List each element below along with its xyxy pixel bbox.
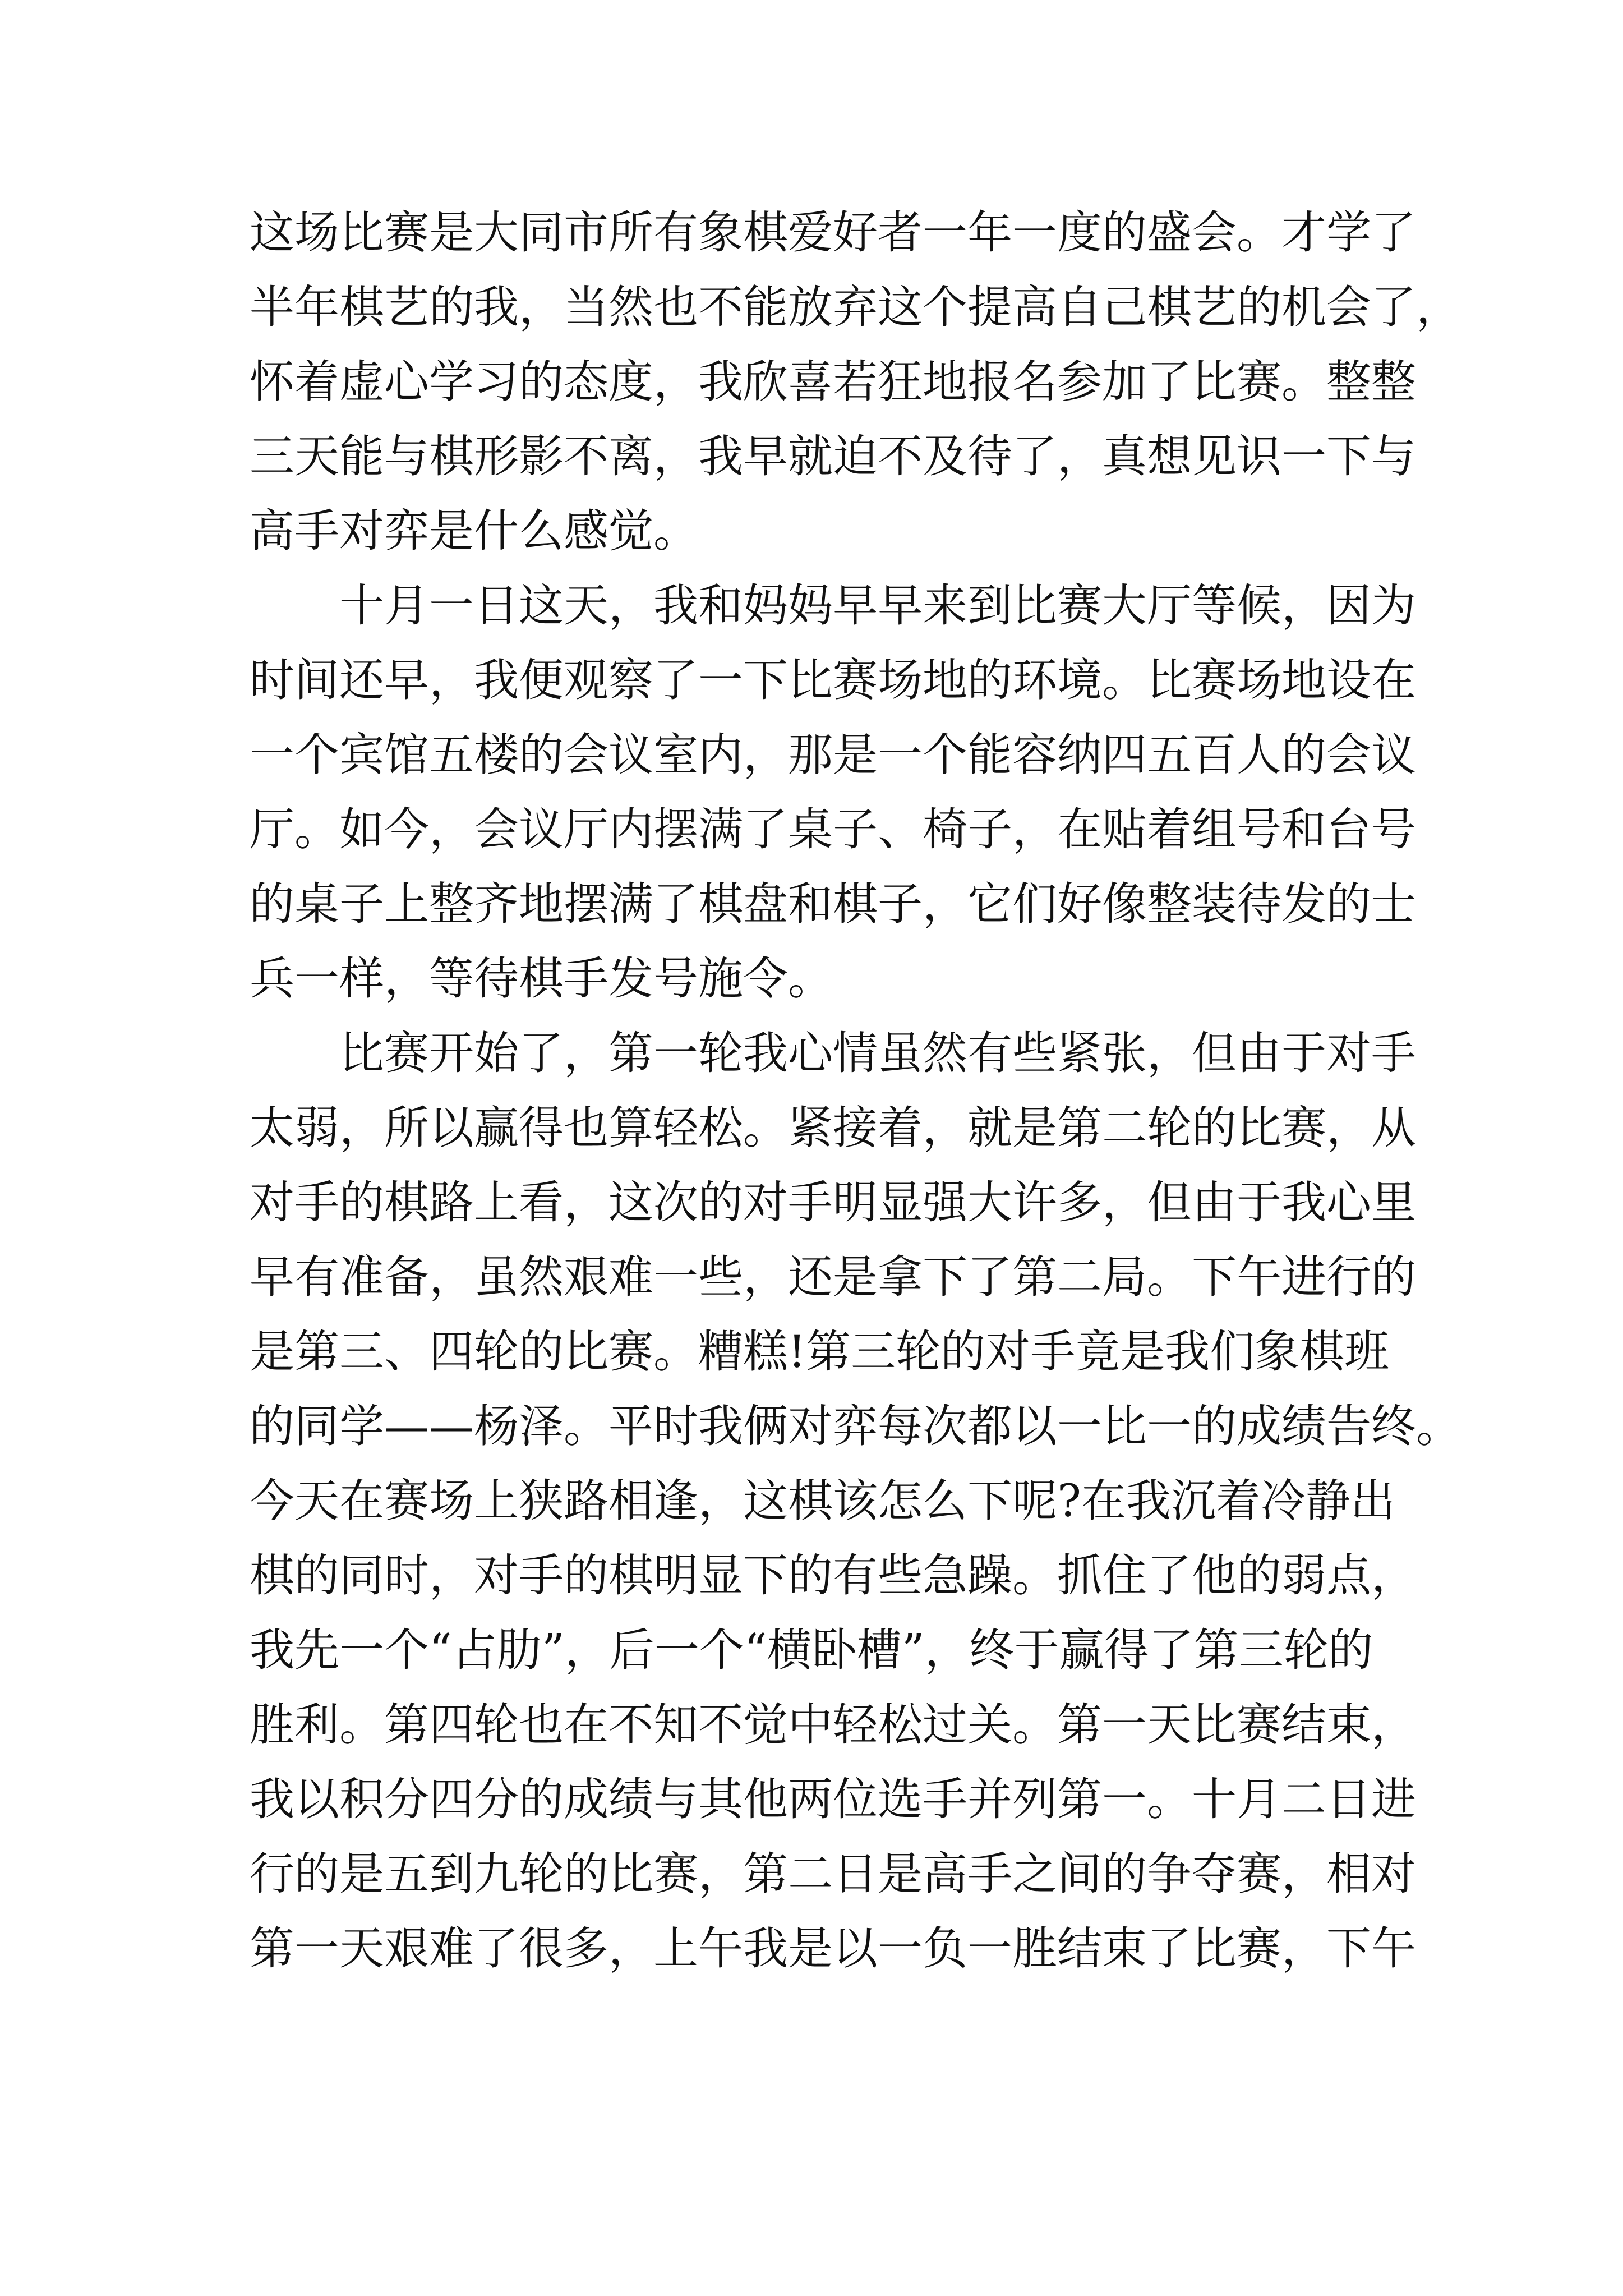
text-line: 是第三、四轮的比赛。糟糕!第三轮的对手竟是我们象棋班 xyxy=(250,1326,1390,1378)
text-line: 十月一日这天，我和妈妈早早来到比赛大厅等候，因为 xyxy=(250,579,1416,632)
text-line: 棋的同时，对手的棋明显下的有些急躁。抓住了他的弱点， xyxy=(250,1549,1416,1602)
text-line: 半年棋艺的我，当然也不能放弃这个提高自己棋艺的机会了， xyxy=(250,281,1461,333)
text-line: 高手对弈是什么感觉。 xyxy=(250,505,698,557)
text-line: 行的是五到九轮的比赛，第二日是高手之间的争夺赛，相对 xyxy=(250,1848,1416,1900)
text-line: 这场比赛是大同市所有象棋爱好者一年一度的盛会。才学了 xyxy=(250,206,1416,259)
text-line: 的同学——杨泽。平时我俩对弈每次都以一比一的成绩告终。 xyxy=(250,1400,1461,1452)
text-line: 我先一个“占肋”，后一个“横卧槽”，终于赢得了第三轮的 xyxy=(250,1624,1373,1676)
text-line: 怀着虚心学习的态度，我欣喜若狂地报名参加了比赛。整整 xyxy=(250,356,1416,408)
text-line: 时间还早，我便观察了一下比赛场地的环境。比赛场地设在 xyxy=(250,654,1416,706)
text-line: 太弱，所以赢得也算轻松。紧接着，就是第二轮的比赛，从 xyxy=(250,1102,1416,1154)
text-line: 比赛开始了，第一轮我心情虽然有些紧张，但由于对手 xyxy=(250,1027,1416,1079)
text-line: 厅。如今，会议厅内摆满了桌子、椅子，在贴着组号和台号 xyxy=(250,803,1416,855)
text-line: 兵一样，等待棋手发号施令。 xyxy=(250,953,833,1005)
text-line: 今天在赛场上狭路相逢，这棋该怎么下呢?在我沉着冷静出 xyxy=(250,1475,1395,1527)
text-line: 第一天艰难了很多，上午我是以一负一胜结束了比赛，下午 xyxy=(250,1922,1416,1975)
text-line: 一个宾馆五楼的会议室内，那是一个能容纳四五百人的会议 xyxy=(250,729,1416,781)
text-line: 胜利。第四轮也在不知不觉中轻松过关。第一天比赛结束， xyxy=(250,1699,1416,1751)
text-line: 的桌子上整齐地摆满了棋盘和棋子，它们好像整装待发的士 xyxy=(250,878,1416,930)
text-line: 对手的棋路上看，这次的对手明显强大许多，但由于我心里 xyxy=(250,1176,1416,1228)
text-line: 早有准备，虽然艰难一些，还是拿下了第二局。下午进行的 xyxy=(250,1251,1416,1303)
text-line: 我以积分四分的成绩与其他两位选手并列第一。十月二日进 xyxy=(250,1773,1416,1825)
text-line: 三天能与棋形影不离，我早就迫不及待了，真想见识一下与 xyxy=(250,430,1416,482)
